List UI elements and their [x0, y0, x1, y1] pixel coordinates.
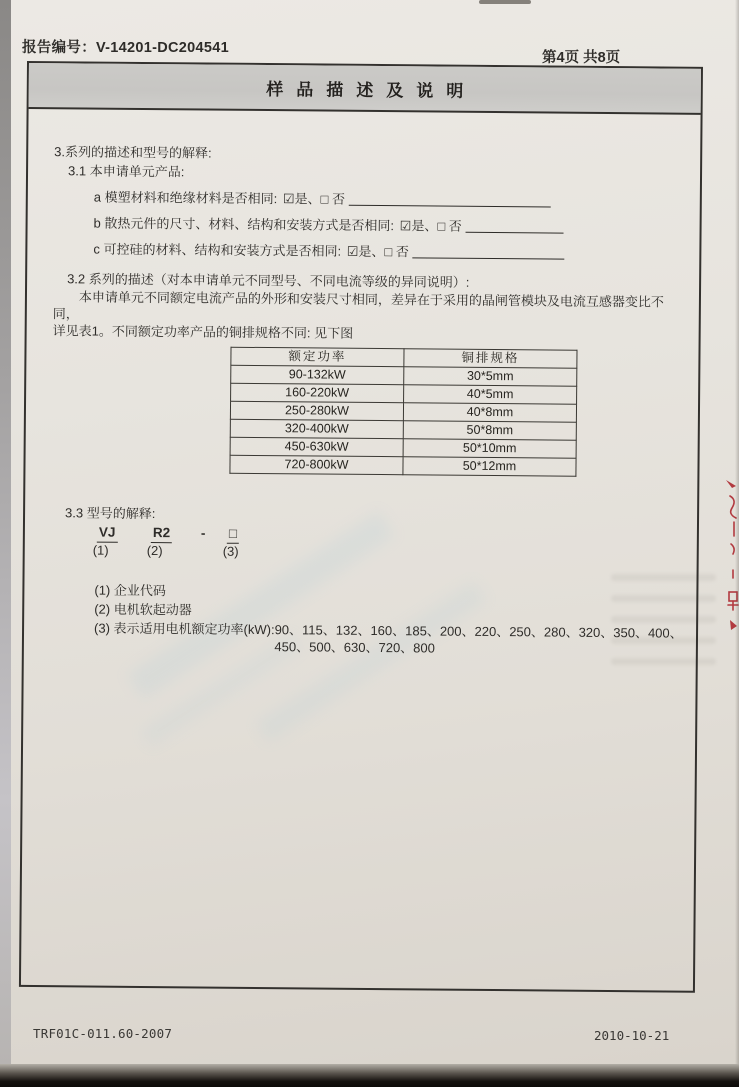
page-footer [22, 1026, 739, 1046]
scan-smudge [479, 0, 531, 4]
cell-spec: 50*8mm [403, 421, 576, 441]
question-a-text: 模塑材料和绝缘材料是否相同: [104, 189, 278, 207]
note-3-values-line2: 450、500、630、720、800 [274, 639, 435, 656]
cell-power: 90-132kW [231, 365, 404, 385]
section-3-heading: 3.系列的描述和型号的解释: [54, 144, 212, 161]
scanner-bottom-strip [0, 1064, 739, 1087]
page-header [22, 36, 722, 66]
note-2: (2) 电机软起动器 [94, 601, 192, 618]
model-notes [94, 582, 685, 659]
question-c-answer: ☑是、□ 否 [346, 243, 409, 260]
cell-power: 250-280kW [230, 401, 403, 421]
blank-underline [412, 245, 564, 259]
title-bar [29, 63, 701, 115]
note-3-label: (3) 表示适用电机额定功率(kW): [94, 620, 275, 638]
note-1: (1) 企业代码 [94, 582, 166, 599]
question-line-c [93, 241, 687, 263]
page-title: 样品描述及说明 [266, 79, 477, 101]
model-part-3: □ [227, 525, 239, 544]
note-3-values-line1: 90、115、132、160、185、200、220、250、280、320、350、400、 [274, 622, 683, 641]
table-row [230, 455, 576, 476]
cell-spec: 40*5mm [404, 385, 577, 405]
content-box [19, 61, 703, 993]
form-code: TRF01C-011.60-2007 [33, 1026, 173, 1041]
cell-spec: 50*12mm [403, 457, 576, 477]
question-line-b [94, 215, 688, 237]
section-3-1-heading: 3.1 本申请单元产品: [67, 163, 185, 180]
note-3-values [274, 621, 682, 659]
cell-spec: 50*10mm [403, 439, 576, 459]
blank-underline [349, 193, 551, 208]
model-part-2: R2 [151, 524, 172, 543]
model-index-2: (2) [146, 543, 163, 559]
question-b-label: b [93, 215, 101, 231]
section-3-3-heading: 3.3 型号的解释: [65, 505, 156, 522]
question-line-a [94, 189, 688, 211]
cell-power: 720-800kW [230, 455, 403, 475]
model-part-1: VJ [97, 524, 118, 543]
report-number-value: V-14201-DC204541 [96, 40, 229, 56]
cell-spec: 40*8mm [403, 403, 576, 423]
section-3-2-paragraph-line1: 本申请单元不同额定电流产品的外形和安装尺寸相同，差异在于采用的晶闸管模块及电流互感器变比不同， [52, 289, 665, 322]
paper-sheet [11, 0, 739, 1064]
col-header-rated-power: 额定功率 [231, 347, 404, 367]
note-3 [94, 620, 684, 659]
model-index-1: (1) [92, 542, 109, 558]
cell-power: 160-220kW [231, 383, 404, 403]
question-a-answer: ☑是、□ 否 [282, 191, 346, 207]
cell-power: 320-400kW [230, 419, 403, 439]
question-a-label: a [93, 189, 102, 205]
model-index-3: (3) [222, 543, 239, 559]
paper-right-edge-shade [735, 0, 739, 1064]
section-3-2-heading: 3.2 系列的描述（对本申请单元不同型号、不同电流等级的异同说明）: [67, 271, 470, 290]
busbar-spec-table [229, 347, 577, 477]
blank-underline [465, 220, 563, 234]
report-number-label: 报告编号： [22, 40, 96, 56]
section-3-2-paragraph-line2: 详见表1。不同额定功率产品的铜排规格不同: 见下图 [52, 323, 354, 341]
col-header-busbar-spec: 铜排规格 [404, 349, 577, 369]
page-number: 第4页 共8页 [542, 50, 621, 66]
report-number [22, 36, 229, 57]
cell-power: 450-630kW [230, 437, 403, 457]
model-dash: - [200, 525, 206, 541]
question-b-text: 散热元件的尺寸、材料、结构和安装方式是否相同: [104, 215, 395, 234]
question-c-label: c [93, 241, 100, 257]
document-body [24, 109, 701, 659]
cell-spec: 30*5mm [404, 367, 577, 387]
scanner-left-margin [0, 0, 11, 1066]
report-date: 2010-10-21 [594, 1028, 670, 1043]
question-b-answer: ☑是、□ 否 [399, 218, 462, 234]
question-c-text: 可控硅的材料、结构和安装方式是否相同: [103, 241, 342, 259]
